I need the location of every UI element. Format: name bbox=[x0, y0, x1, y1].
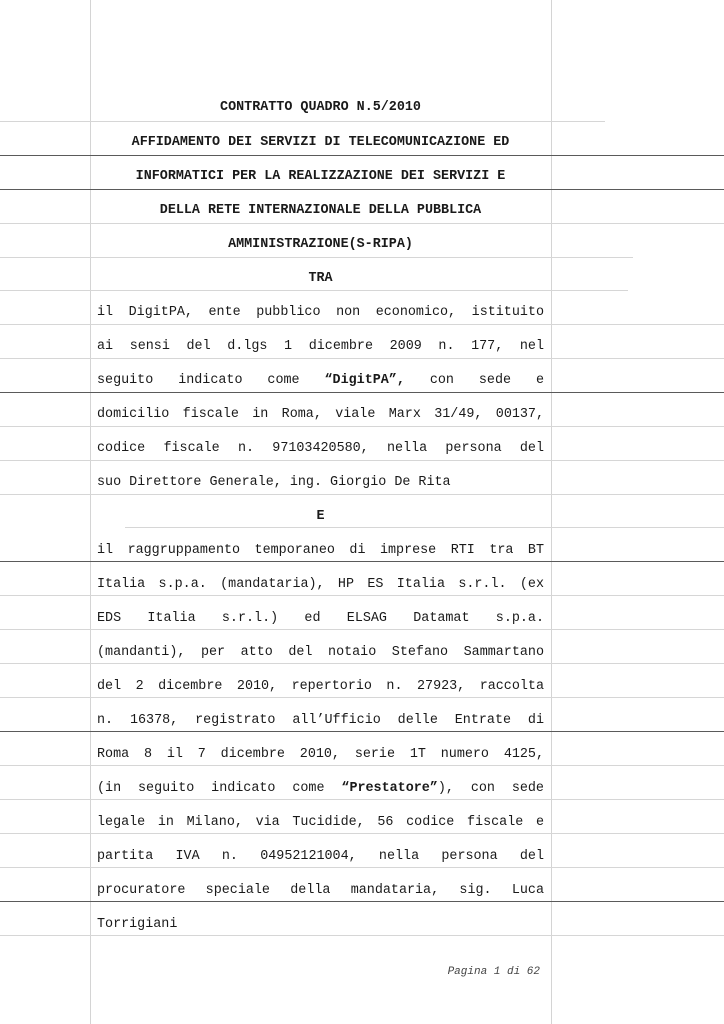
rule-line bbox=[0, 595, 724, 596]
digitpa-defined-term: “DigitPA”, bbox=[324, 373, 405, 388]
rule-line bbox=[0, 189, 724, 190]
rule-line bbox=[0, 901, 724, 902]
party2-line-3: EDS Italia s.r.l.) ed ELSAG Datamat s.p.a. bbox=[97, 611, 544, 626]
rule-line bbox=[0, 494, 724, 495]
left-margin-line bbox=[90, 0, 91, 1024]
party2-line-4: (mandanti), per atto del notaio Stefano Sammartano bbox=[97, 645, 544, 660]
rule-line bbox=[0, 426, 724, 427]
rule-line bbox=[0, 663, 724, 664]
subject-line-3: DELLA RETE INTERNAZIONALE DELLA PUBBLICA bbox=[159, 203, 482, 218]
rule-line bbox=[0, 867, 724, 868]
party1-line-5: codice fiscale n. 97103420580, nella persona del bbox=[97, 441, 544, 456]
rule-line bbox=[0, 460, 724, 461]
party2-line-6: n. 16378, registrato all’Ufficio delle Entrate di bbox=[97, 713, 544, 728]
rule-line bbox=[0, 833, 724, 834]
party2-line-5: del 2 dicembre 2010, repertorio n. 27923, raccolta bbox=[97, 679, 544, 694]
party2-line-12: Torrigiani bbox=[97, 917, 178, 932]
party2-line-1: il raggruppamento temporaneo di imprese RTI tra BT bbox=[97, 543, 544, 558]
rule-line bbox=[0, 799, 724, 800]
party1-line-4: domicilio fiscale in Roma, viale Marx 31/49, 00137, bbox=[97, 407, 544, 422]
rule-line bbox=[0, 155, 724, 156]
rule-line bbox=[0, 629, 724, 630]
subject-line-4: AMMINISTRAZIONE(S-RIPA) bbox=[228, 237, 413, 252]
party1-line-6: suo Direttore Generale, ing. Giorgio De Rita bbox=[97, 475, 451, 490]
party2-line-2: Italia s.p.a. (mandataria), HP ES Italia s.r.l. (ex bbox=[97, 577, 544, 592]
rule-line bbox=[0, 935, 724, 936]
rule-line bbox=[0, 121, 605, 122]
rule-line bbox=[0, 765, 724, 766]
party2-line-10: partita IVA n. 04952121004, nella persona del bbox=[97, 849, 544, 864]
rule-line bbox=[0, 223, 724, 224]
party2-line-11: procuratore speciale della mandataria, sig. Luca bbox=[97, 883, 544, 898]
rule-line bbox=[0, 731, 724, 732]
party2-line-9: legale in Milano, via Tucidide, 56 codice fiscale e bbox=[97, 815, 544, 830]
rule-line bbox=[125, 527, 724, 528]
subject-line-2: INFORMATICI PER LA REALIZZAZIONE DEI SERVIZI E bbox=[135, 169, 506, 184]
contract-title: CONTRATTO QUADRO N.5/2010 bbox=[220, 100, 421, 115]
rule-line bbox=[0, 697, 724, 698]
page-number: Pagina 1 di 62 bbox=[447, 966, 540, 978]
party1-line-2: ai sensi del d.lgs 1 dicembre 2009 n. 177, nel bbox=[97, 339, 544, 354]
party1-line-1: il DigitPA, ente pubblico non economico, istituito bbox=[97, 305, 544, 320]
rule-line bbox=[0, 290, 628, 291]
right-margin-line bbox=[551, 0, 552, 1024]
tra-separator: TRA bbox=[308, 271, 333, 286]
rule-line bbox=[0, 324, 724, 325]
rule-line bbox=[0, 392, 724, 393]
e-separator: E bbox=[316, 509, 325, 524]
party1-line-3: seguito indicato come “DigitPA”, con sede e bbox=[97, 373, 544, 388]
party2-line-8: (in seguito indicato come “Prestatore”), con sede bbox=[97, 781, 544, 796]
subject-line-1: AFFIDAMENTO DEI SERVIZI DI TELECOMUNICAZIONE ED bbox=[131, 135, 510, 150]
rule-line bbox=[0, 257, 633, 258]
prestatore-defined-term: “Prestatore” bbox=[341, 781, 438, 796]
rule-line bbox=[0, 561, 724, 562]
party2-line-7: Roma 8 il 7 dicembre 2010, serie 1T numero 4125, bbox=[97, 747, 544, 762]
rule-line bbox=[0, 358, 724, 359]
